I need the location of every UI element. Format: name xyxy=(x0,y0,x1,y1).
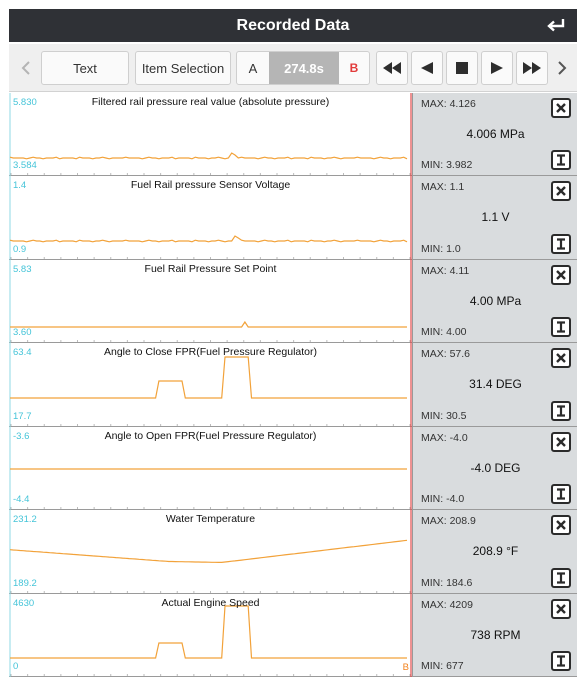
data-panel[interactable] xyxy=(9,93,577,176)
play-button[interactable] xyxy=(481,51,513,85)
play-icon xyxy=(491,62,503,74)
time-value: 274.8s xyxy=(269,52,339,84)
axis-range-icon[interactable] xyxy=(551,484,571,504)
value-info-panel xyxy=(412,594,577,676)
axis-min-label: 17.7 xyxy=(13,411,32,422)
axis-min-label: -4.4 xyxy=(13,494,30,505)
return-arrow-glyph xyxy=(545,17,567,35)
graph-area[interactable] xyxy=(9,176,412,259)
min-value: MIN: 3.982 xyxy=(421,159,473,171)
axis-min-label: 0 xyxy=(13,661,19,672)
min-value: MIN: 1.0 xyxy=(421,243,461,255)
close-icon[interactable] xyxy=(551,599,571,619)
panel-title: Fuel Rail Pressure Set Point xyxy=(144,263,277,275)
axis-range-icon[interactable] xyxy=(551,150,571,170)
data-panel[interactable] xyxy=(9,176,577,260)
value-info-panel xyxy=(412,260,577,342)
axis-max-label: 231.2 xyxy=(13,514,37,525)
axis-max-label: 5.83 xyxy=(13,264,32,275)
max-value: MAX: -4.0 xyxy=(421,432,468,444)
close-icon[interactable] xyxy=(551,348,571,368)
axis-max-label: 63.4 xyxy=(13,347,32,358)
close-icon[interactable] xyxy=(551,515,571,535)
close-icon[interactable] xyxy=(551,265,571,285)
step-back-button[interactable] xyxy=(411,51,443,85)
panel-title: Angle to Open FPR(Fuel Pressure Regulator) xyxy=(104,430,317,442)
chevron-right-icon[interactable] xyxy=(551,51,573,85)
axis-min-label: 3.60 xyxy=(13,327,32,338)
axis-range-icon[interactable] xyxy=(551,401,571,421)
data-trace xyxy=(10,236,407,242)
stop-icon xyxy=(456,62,468,74)
panel-title: Angle to Close FPR(Fuel Pressure Regulator) xyxy=(103,346,317,358)
max-value: MAX: 208.9 xyxy=(421,515,476,527)
graph-area[interactable] xyxy=(9,93,412,175)
data-trace xyxy=(10,322,407,327)
data-trace xyxy=(10,153,407,159)
value-info-panel xyxy=(412,176,577,259)
title-bar xyxy=(9,9,577,42)
data-panel[interactable] xyxy=(9,510,577,594)
panel-title: Actual Engine Speed xyxy=(161,597,260,609)
text-button[interactable]: Text xyxy=(41,51,129,85)
axis-min-label: 189.2 xyxy=(13,578,37,589)
axis-range-icon[interactable] xyxy=(551,317,571,337)
graph-area[interactable] xyxy=(9,343,412,426)
fast-forward-icon xyxy=(523,62,541,74)
axis-max-label: 1.4 xyxy=(13,180,27,191)
stop-button[interactable] xyxy=(446,51,478,85)
max-value: MAX: 1.1 xyxy=(421,181,465,193)
panel-title: Fuel Rail pressure Sensor Voltage xyxy=(130,179,291,191)
graph-area[interactable] xyxy=(9,510,412,593)
min-value: MIN: 30.5 xyxy=(421,410,467,422)
current-value: 4.00 MPa xyxy=(469,294,522,308)
data-panel[interactable] xyxy=(9,427,577,510)
current-value: -4.0 DEG xyxy=(470,461,521,475)
chevron-left-icon[interactable] xyxy=(15,51,37,85)
value-info-panel xyxy=(412,427,577,509)
data-panel[interactable] xyxy=(9,260,577,343)
axis-max-label: -3.6 xyxy=(13,431,30,442)
axis-range-icon[interactable] xyxy=(551,234,571,254)
current-value: 4.006 MPa xyxy=(466,127,525,141)
min-value: MIN: 677 xyxy=(421,660,464,672)
graph-area[interactable] xyxy=(9,260,412,342)
axis-range-icon[interactable] xyxy=(551,651,571,671)
current-value: 208.9 °F xyxy=(472,544,519,558)
item-selection-button[interactable]: Item Selection xyxy=(135,51,231,85)
max-value: MAX: 4.11 xyxy=(421,265,470,277)
data-panel[interactable] xyxy=(9,343,577,427)
panel-title: Filtered rail pressure real value (absolute pressure) xyxy=(91,96,330,108)
axis-max-label: 4630 xyxy=(13,598,35,609)
data-trace xyxy=(10,540,407,562)
close-icon[interactable] xyxy=(551,98,571,118)
axis-max-label: 5.830 xyxy=(13,97,37,108)
current-value: 1.1 V xyxy=(481,210,510,224)
current-value: 738 RPM xyxy=(470,628,521,642)
cursor-b-marker: B xyxy=(402,662,409,673)
ab-time-selector[interactable] xyxy=(236,51,370,85)
value-info-panel xyxy=(412,93,577,175)
data-panel[interactable] xyxy=(9,594,577,677)
data-trace xyxy=(10,357,407,398)
min-value: MIN: 184.6 xyxy=(421,577,473,589)
play-reverse-icon xyxy=(421,62,433,74)
max-value: MAX: 4209 xyxy=(421,599,473,611)
current-value: 31.4 DEG xyxy=(469,377,522,391)
max-value: MAX: 57.6 xyxy=(421,348,471,360)
fast-rewind-icon xyxy=(383,62,401,74)
fast-rewind-button[interactable] xyxy=(376,51,408,85)
marker-b-label[interactable]: B xyxy=(349,61,359,75)
graph-area[interactable] xyxy=(9,427,412,509)
playback-toolbar xyxy=(9,44,577,92)
value-info-panel xyxy=(412,343,577,426)
value-info-panel xyxy=(412,510,577,593)
min-value: MIN: -4.0 xyxy=(421,493,465,505)
data-trace xyxy=(10,606,407,658)
axis-range-icon[interactable] xyxy=(551,568,571,588)
marker-a-label[interactable]: A xyxy=(248,60,258,76)
graph-area[interactable] xyxy=(9,594,412,676)
axis-min-label: 3.584 xyxy=(13,160,37,171)
fast-forward-button[interactable] xyxy=(516,51,548,85)
page-title: Recorded Data xyxy=(236,17,350,34)
max-value: MAX: 4.126 xyxy=(421,98,476,110)
panel-title: Water Temperature xyxy=(165,513,256,525)
min-value: MIN: 4.00 xyxy=(421,326,467,338)
close-icon[interactable] xyxy=(551,432,571,452)
axis-min-label: 0.9 xyxy=(13,244,27,255)
close-icon[interactable] xyxy=(551,181,571,201)
return-arrow-icon[interactable] xyxy=(541,13,571,38)
